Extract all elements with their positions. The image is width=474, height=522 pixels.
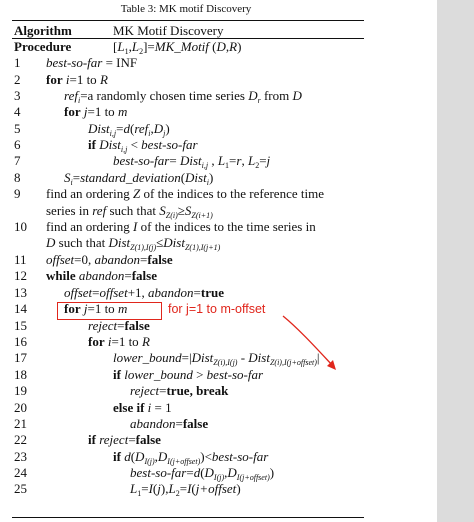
- line-number: 4: [14, 104, 21, 119]
- line-number: 2: [14, 72, 21, 87]
- line-code: offset=0, abandon=false: [46, 252, 173, 267]
- line-number: 3: [14, 88, 21, 103]
- procedure-label: Procedure: [14, 39, 72, 54]
- line-code: $L_1=I(j),L_2=I(j+offset)$: [130, 481, 241, 498]
- line-number: 5: [14, 121, 21, 136]
- line-code: offset=offset+1, abandon=true: [64, 285, 224, 300]
- procedure-signature: $[L_1,L_2]=MK\_Motif$ (D,R): [113, 39, 242, 56]
- line-code: best-$so-far=d(D_{I(j)},D_{I(j+offset)})$: [130, 465, 275, 482]
- line-code: if Dist$_{i,j}$ < best-so-far: [88, 137, 198, 154]
- line-number: 20: [14, 400, 27, 415]
- line-code: for j=1 to m: [64, 301, 128, 316]
- scrollbar-track[interactable]: [437, 0, 474, 522]
- line-code: lower_bound=|Dist$_{Z(i),I(j)}$ - Dist$_{Z(i),I(j+offset)}$|: [113, 350, 320, 367]
- line-number: 21: [14, 416, 27, 431]
- line-number: 17: [14, 350, 27, 365]
- line-number: 1: [14, 55, 21, 70]
- line-number: 15: [14, 318, 27, 333]
- line-number: 12: [14, 268, 27, 283]
- line-number: 10: [14, 219, 27, 234]
- line-code: else if i = 1: [113, 400, 172, 415]
- line-code: if reject=false: [88, 432, 161, 447]
- line-code: reject=true, break: [130, 383, 229, 398]
- line-number: 14: [14, 301, 27, 316]
- line-code: while abandon=false: [46, 268, 157, 283]
- line-code: for j=1 to m: [64, 104, 128, 119]
- header-algorithm-label: Algorithm: [14, 23, 72, 38]
- line-number: 23: [14, 449, 27, 464]
- line-number: 19: [14, 383, 27, 398]
- line-code: $Dist_{i,j}=d(ref_i,D_j)$: [88, 121, 170, 138]
- line-number: 18: [14, 367, 27, 382]
- line-code: abandon=false: [130, 416, 209, 431]
- line-code: if $d(D_{I(j)},D_{I(j+offset)})<best-so$-far: [113, 449, 269, 466]
- line-number: 25: [14, 481, 27, 496]
- line-number: 13: [14, 285, 27, 300]
- header-algorithm-name: MK Motif Discovery: [113, 23, 224, 38]
- line-number: 16: [14, 334, 27, 349]
- line-code: for i=1 to R: [88, 334, 150, 349]
- line-number: 7: [14, 153, 21, 168]
- line-code: series in ref such that $S_{Z(i)}\ge S_{Z(i+1)}$: [46, 203, 213, 220]
- line-code: if lower_bound > best-so-far: [113, 367, 264, 382]
- line-number: 22: [14, 432, 27, 447]
- table-caption: Table 3: MK motif Discovery: [120, 3, 252, 15]
- line-code: find an ordering I of the indices to the time series in: [46, 219, 316, 234]
- line-code: $S_i=standard\_deviation(Dist_i)$: [64, 170, 214, 187]
- line-code: best-so-far= Dist$_{i,j}$ , $L_1=r$, $L_2=j$: [113, 153, 271, 170]
- line-number: 9: [14, 186, 21, 201]
- line-number: 6: [14, 137, 21, 152]
- annotation-note: for j=1 to m-offset: [168, 302, 266, 316]
- line-number: 11: [14, 252, 27, 267]
- line-code: reject=false: [88, 318, 150, 333]
- line-number: 24: [14, 465, 27, 480]
- line-code: ref$_i$=a randomly chosen time series $D_r$ from D: [64, 88, 302, 105]
- line-code: best-so-far = INF: [46, 55, 138, 70]
- line-code: for i=1 to R: [46, 72, 108, 87]
- line-code: D such that Dist$_{Z(1),I(j)}$≤Dist$_{Z(1),I(j+1)}$: [46, 235, 221, 252]
- line-number: 8: [14, 170, 21, 185]
- line-code: find an ordering Z of the indices to the reference time: [46, 186, 324, 201]
